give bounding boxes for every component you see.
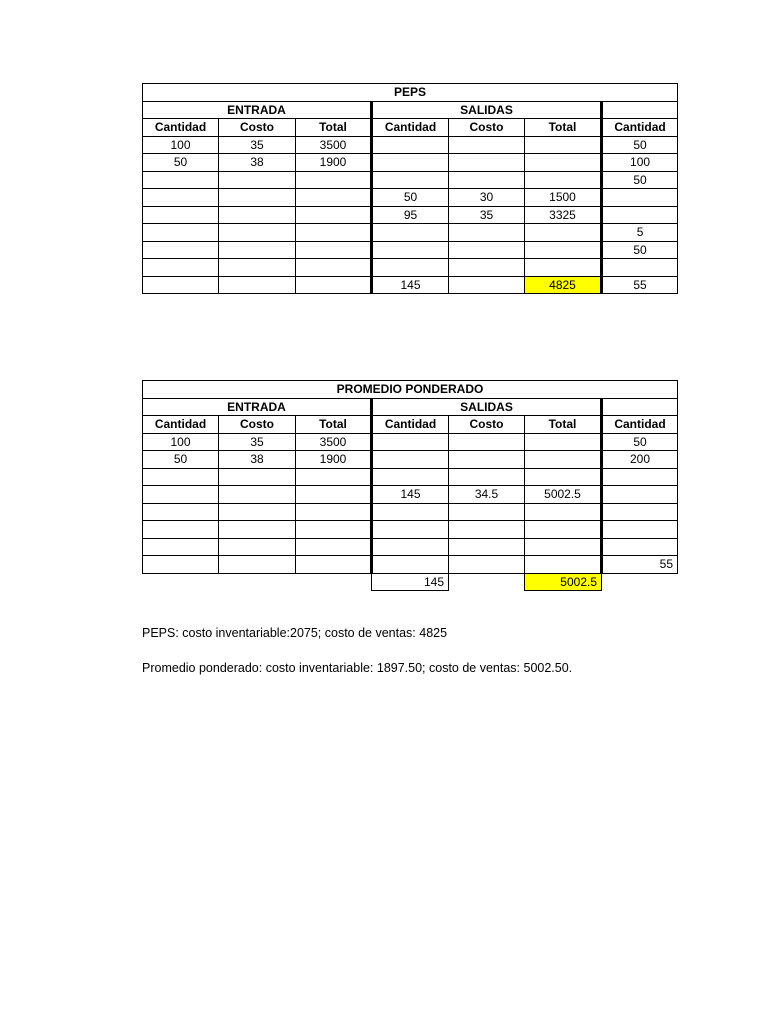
table-cell [296, 206, 372, 224]
table-cell [143, 556, 219, 574]
promedio-summary-note: Promedio ponderado: costo inventariable: 1897.50; costo de ventas: 5002.50. [142, 661, 573, 675]
table-row [143, 136, 678, 154]
promedio-entrada-label: ENTRADA [143, 398, 372, 416]
table-cell: 38 [219, 451, 296, 469]
promedio-total-cantidad: 145 [372, 573, 449, 591]
table-cell [449, 224, 525, 242]
table-row [143, 538, 678, 556]
promedio-total-costo-ventas: 5002.5 [525, 573, 602, 591]
promedio-totals-row [143, 573, 678, 591]
table-cell [296, 259, 372, 277]
table-cell [219, 503, 296, 521]
table-cell: 1500 [525, 189, 602, 207]
column-header: Cantidad [372, 416, 449, 434]
table-cell: 50 [602, 241, 678, 259]
table-cell: 50 [372, 189, 449, 207]
column-header: Costo [449, 416, 525, 434]
table-cell: 145 [372, 276, 449, 294]
promedio-header-row [143, 416, 678, 434]
table-cell [525, 451, 602, 469]
table-cell [602, 189, 678, 207]
column-header: Cantidad [143, 416, 219, 434]
table-cell [372, 241, 449, 259]
table-cell: 50 [143, 451, 219, 469]
table-cell: 1900 [296, 154, 372, 172]
table-cell [602, 468, 678, 486]
table-cell [143, 206, 219, 224]
table-cell: 5 [602, 224, 678, 242]
table-cell [525, 538, 602, 556]
peps-group-row [143, 101, 678, 119]
table-cell: 200 [602, 451, 678, 469]
table-cell: 50 [143, 154, 219, 172]
table-cell [449, 136, 525, 154]
column-header: Total [525, 416, 602, 434]
table-row [143, 556, 678, 574]
column-header: Costo [449, 119, 525, 137]
table-cell [219, 556, 296, 574]
table-cell [296, 241, 372, 259]
column-header: Total [525, 119, 602, 137]
table-cell [602, 503, 678, 521]
table-cell [143, 171, 219, 189]
table-row [143, 224, 678, 242]
table-cell: 55 [602, 276, 678, 294]
table-cell [449, 521, 525, 539]
peps-title: PEPS [143, 84, 678, 102]
table-cell [219, 224, 296, 242]
table-cell: 100 [143, 136, 219, 154]
table-cell [219, 241, 296, 259]
table-cell [372, 503, 449, 521]
table-cell [143, 486, 219, 504]
table-cell: 1900 [296, 451, 372, 469]
table-cell [525, 154, 602, 172]
table-cell [219, 171, 296, 189]
table-cell [372, 556, 449, 574]
peps-summary-note: PEPS: costo inventariable:2075; costo de ventas: 4825 [142, 626, 448, 640]
table-row [143, 468, 678, 486]
column-header: Cantidad [372, 119, 449, 137]
table-cell [219, 521, 296, 539]
table-cell [525, 224, 602, 242]
table-cell [296, 276, 372, 294]
table-cell: 5002.5 [525, 486, 602, 504]
table-cell [372, 259, 449, 277]
table-cell [219, 276, 296, 294]
table-cell [449, 276, 525, 294]
table-cell [296, 224, 372, 242]
table-cell [525, 503, 602, 521]
table-cell [296, 503, 372, 521]
table-cell [143, 521, 219, 539]
table-cell [372, 154, 449, 172]
table-cell: 35 [219, 433, 296, 451]
promedio-existencias-blank [602, 398, 678, 416]
table-cell [449, 171, 525, 189]
table-row [143, 171, 678, 189]
table-cell: 145 [372, 486, 449, 504]
table-cell [602, 521, 678, 539]
table-cell: 3500 [296, 136, 372, 154]
table-row [143, 451, 678, 469]
table-cell [372, 136, 449, 154]
table-cell [525, 468, 602, 486]
table-cell [449, 468, 525, 486]
peps-entrada-label: ENTRADA [143, 101, 372, 119]
table-row [143, 521, 678, 539]
table-cell [143, 538, 219, 556]
table-cell [143, 503, 219, 521]
table-row [143, 189, 678, 207]
table-cell [143, 468, 219, 486]
table-row [143, 276, 678, 294]
promedio-title-row [143, 381, 678, 399]
table-cell [219, 189, 296, 207]
table-cell: 50 [602, 136, 678, 154]
peps-table [142, 83, 678, 294]
peps-existencias-blank [602, 101, 678, 119]
table-cell [219, 486, 296, 504]
promedio-group-row [143, 398, 678, 416]
table-cell: 30 [449, 189, 525, 207]
table-cell [143, 224, 219, 242]
table-cell: 35 [219, 136, 296, 154]
table-cell [372, 171, 449, 189]
table-cell: 50 [602, 433, 678, 451]
table-cell [143, 189, 219, 207]
table-cell [296, 538, 372, 556]
table-cell [525, 556, 602, 574]
table-cell [525, 259, 602, 277]
table-cell [449, 556, 525, 574]
column-header: Cantidad [602, 119, 678, 137]
column-header: Costo [219, 119, 296, 137]
table-cell: 100 [143, 433, 219, 451]
table-cell [449, 433, 525, 451]
table-cell [296, 556, 372, 574]
table-cell [296, 189, 372, 207]
table-cell [602, 538, 678, 556]
column-header: Total [296, 119, 372, 137]
table-row [143, 486, 678, 504]
table-cell [525, 521, 602, 539]
column-header: Cantidad [143, 119, 219, 137]
column-header: Total [296, 416, 372, 434]
table-cell [219, 206, 296, 224]
table-cell [296, 171, 372, 189]
table-cell [143, 276, 219, 294]
table-cell [525, 433, 602, 451]
table-cell [372, 451, 449, 469]
table-cell: 3325 [525, 206, 602, 224]
table-cell [449, 154, 525, 172]
peps-salidas-label: SALIDAS [372, 101, 602, 119]
table-cell [525, 171, 602, 189]
table-cell [372, 433, 449, 451]
table-cell: 95 [372, 206, 449, 224]
column-header: Costo [219, 416, 296, 434]
table-cell [219, 259, 296, 277]
table-row [143, 503, 678, 521]
table-cell: 50 [602, 171, 678, 189]
table-cell [296, 486, 372, 504]
table-cell [602, 206, 678, 224]
table-cell: 4825 [525, 276, 602, 294]
promedio-table [142, 380, 678, 591]
table-cell [449, 503, 525, 521]
table-cell [449, 538, 525, 556]
table-cell: 100 [602, 154, 678, 172]
table-cell [219, 538, 296, 556]
table-cell: 38 [219, 154, 296, 172]
table-cell [143, 241, 219, 259]
table-cell [525, 136, 602, 154]
table-cell [372, 521, 449, 539]
table-cell [602, 259, 678, 277]
table-row [143, 154, 678, 172]
table-cell [602, 486, 678, 504]
table-row [143, 433, 678, 451]
table-cell [449, 259, 525, 277]
table-cell [296, 521, 372, 539]
table-cell: 35 [449, 206, 525, 224]
table-cell [372, 468, 449, 486]
column-header: Cantidad [602, 416, 678, 434]
table-cell [449, 451, 525, 469]
table-cell [372, 224, 449, 242]
peps-header-row [143, 119, 678, 137]
table-cell [296, 468, 372, 486]
table-row [143, 206, 678, 224]
table-row [143, 241, 678, 259]
promedio-title: PROMEDIO PONDERADO [143, 381, 678, 399]
table-row [143, 259, 678, 277]
table-cell [525, 241, 602, 259]
table-cell [372, 538, 449, 556]
table-cell: 3500 [296, 433, 372, 451]
table-cell [143, 259, 219, 277]
table-cell [219, 468, 296, 486]
table-cell: 55 [602, 556, 678, 574]
peps-title-row [143, 84, 678, 102]
table-cell: 34.5 [449, 486, 525, 504]
promedio-salidas-label: SALIDAS [372, 398, 602, 416]
table-cell [449, 241, 525, 259]
